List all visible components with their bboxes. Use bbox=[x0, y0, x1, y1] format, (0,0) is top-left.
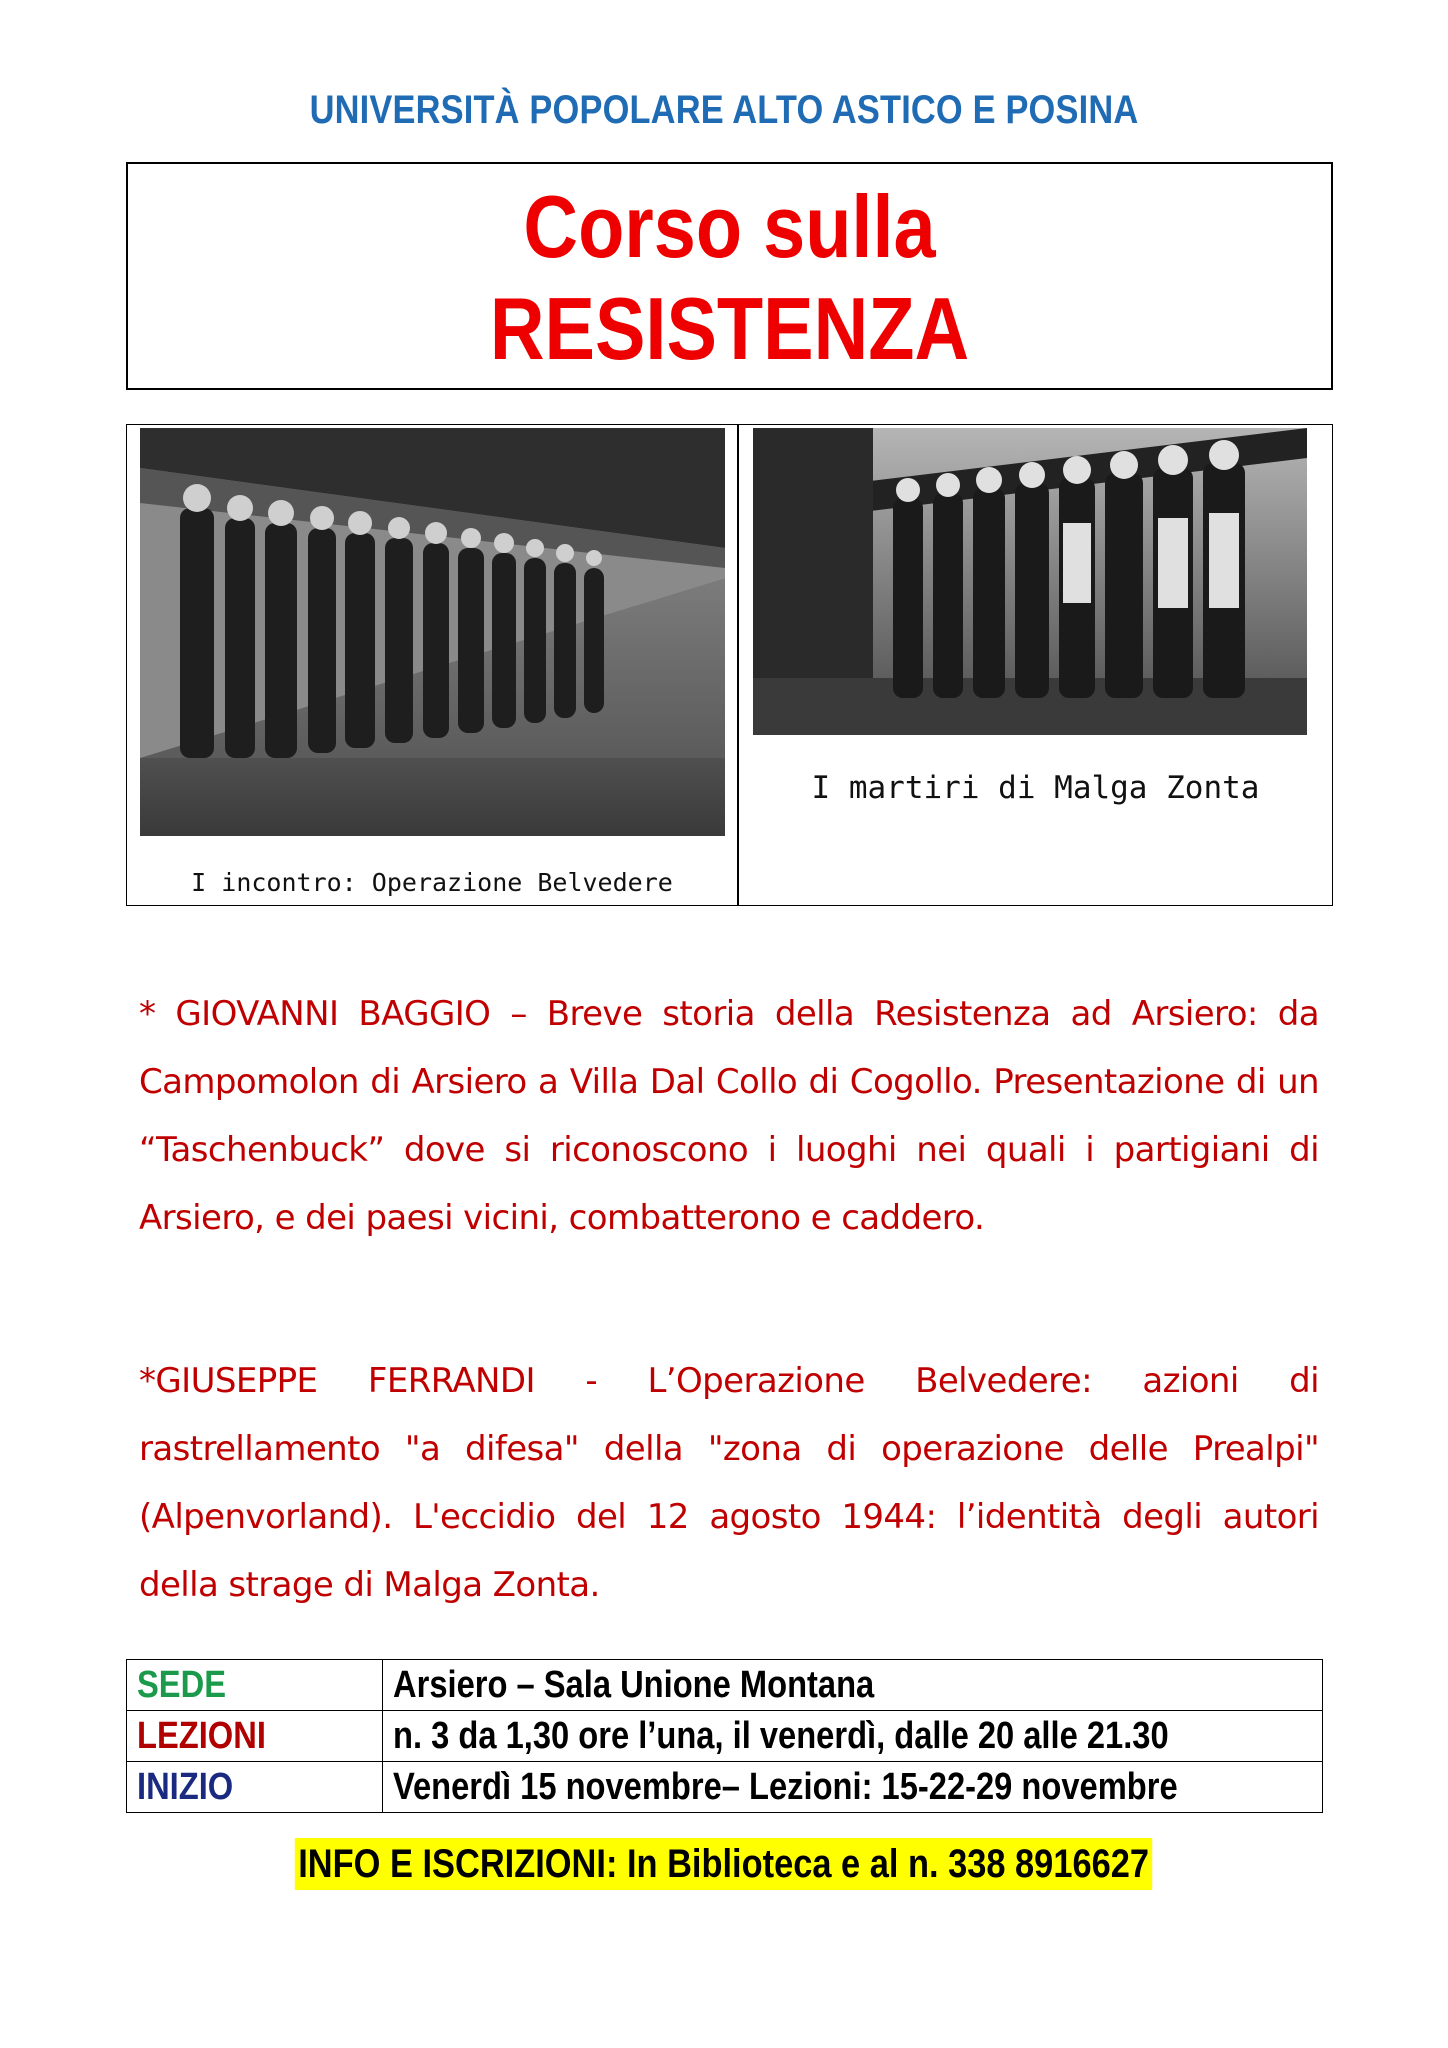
course-title-line2: RESISTENZA bbox=[489, 279, 970, 378]
photo-table bbox=[126, 424, 1333, 906]
historical-photo-left bbox=[140, 428, 725, 836]
title-box bbox=[126, 162, 1333, 390]
photo-divider bbox=[737, 425, 739, 905]
info-value: n. 3 da 1,30 ore l’una, il venerdì, dalle 20 alle 21.30 bbox=[383, 1711, 1323, 1762]
organization-name: UNIVERSITÀ POPOLARE ALTO ASTICO E POSINA bbox=[309, 88, 1139, 132]
course-info-table bbox=[126, 1659, 1323, 1813]
info-value: Arsiero – Sala Unione Montana bbox=[383, 1660, 1323, 1711]
historical-photo-right bbox=[753, 428, 1307, 735]
lecture-description-ferrandi: *GIUSEPPE FERRANDI - L’Operazione Belvedere: azioni di rastrellamento "a difesa" della "zona di operazione delle Prealpi" (Alpenvorland). L'eccidio del 12 agosto 1944: l’identità degli autori della strage di Malga Zonta. bbox=[139, 1361, 1319, 1605]
info-label: LEZIONI bbox=[127, 1711, 383, 1762]
info-row-inizio bbox=[127, 1762, 1323, 1813]
info-value: Venerdì 15 novembre– Lezioni: 15-22-29 novembre bbox=[383, 1762, 1323, 1813]
photo-caption-right: I martiri di Malga Zonta bbox=[811, 770, 1260, 806]
info-row-lezioni bbox=[127, 1711, 1323, 1762]
lecture-description-baggio: * GIOVANNI BAGGIO – Breve storia della Resistenza ad Arsiero: da Campomolon di Arsiero a Villa Dal Collo di Cogollo. Presentazione di un “Taschenbuck” dove si riconoscono i luoghi nei quali i partigiani di Arsiero, e dei paesi vicini, combatterono e caddero. bbox=[139, 994, 1319, 1238]
registration-info-text: INFO E ISCRIZIONI: In Biblioteca e al n. 338 8916627 bbox=[295, 1838, 1153, 1890]
course-title-line1: Corso sulla bbox=[523, 177, 936, 276]
registration-info bbox=[0, 1838, 1448, 1890]
info-row-sede bbox=[127, 1660, 1323, 1711]
info-label: INIZIO bbox=[127, 1762, 383, 1813]
info-label: SEDE bbox=[127, 1660, 383, 1711]
photo-caption-left: I incontro: Operazione Belvedere bbox=[191, 868, 673, 897]
